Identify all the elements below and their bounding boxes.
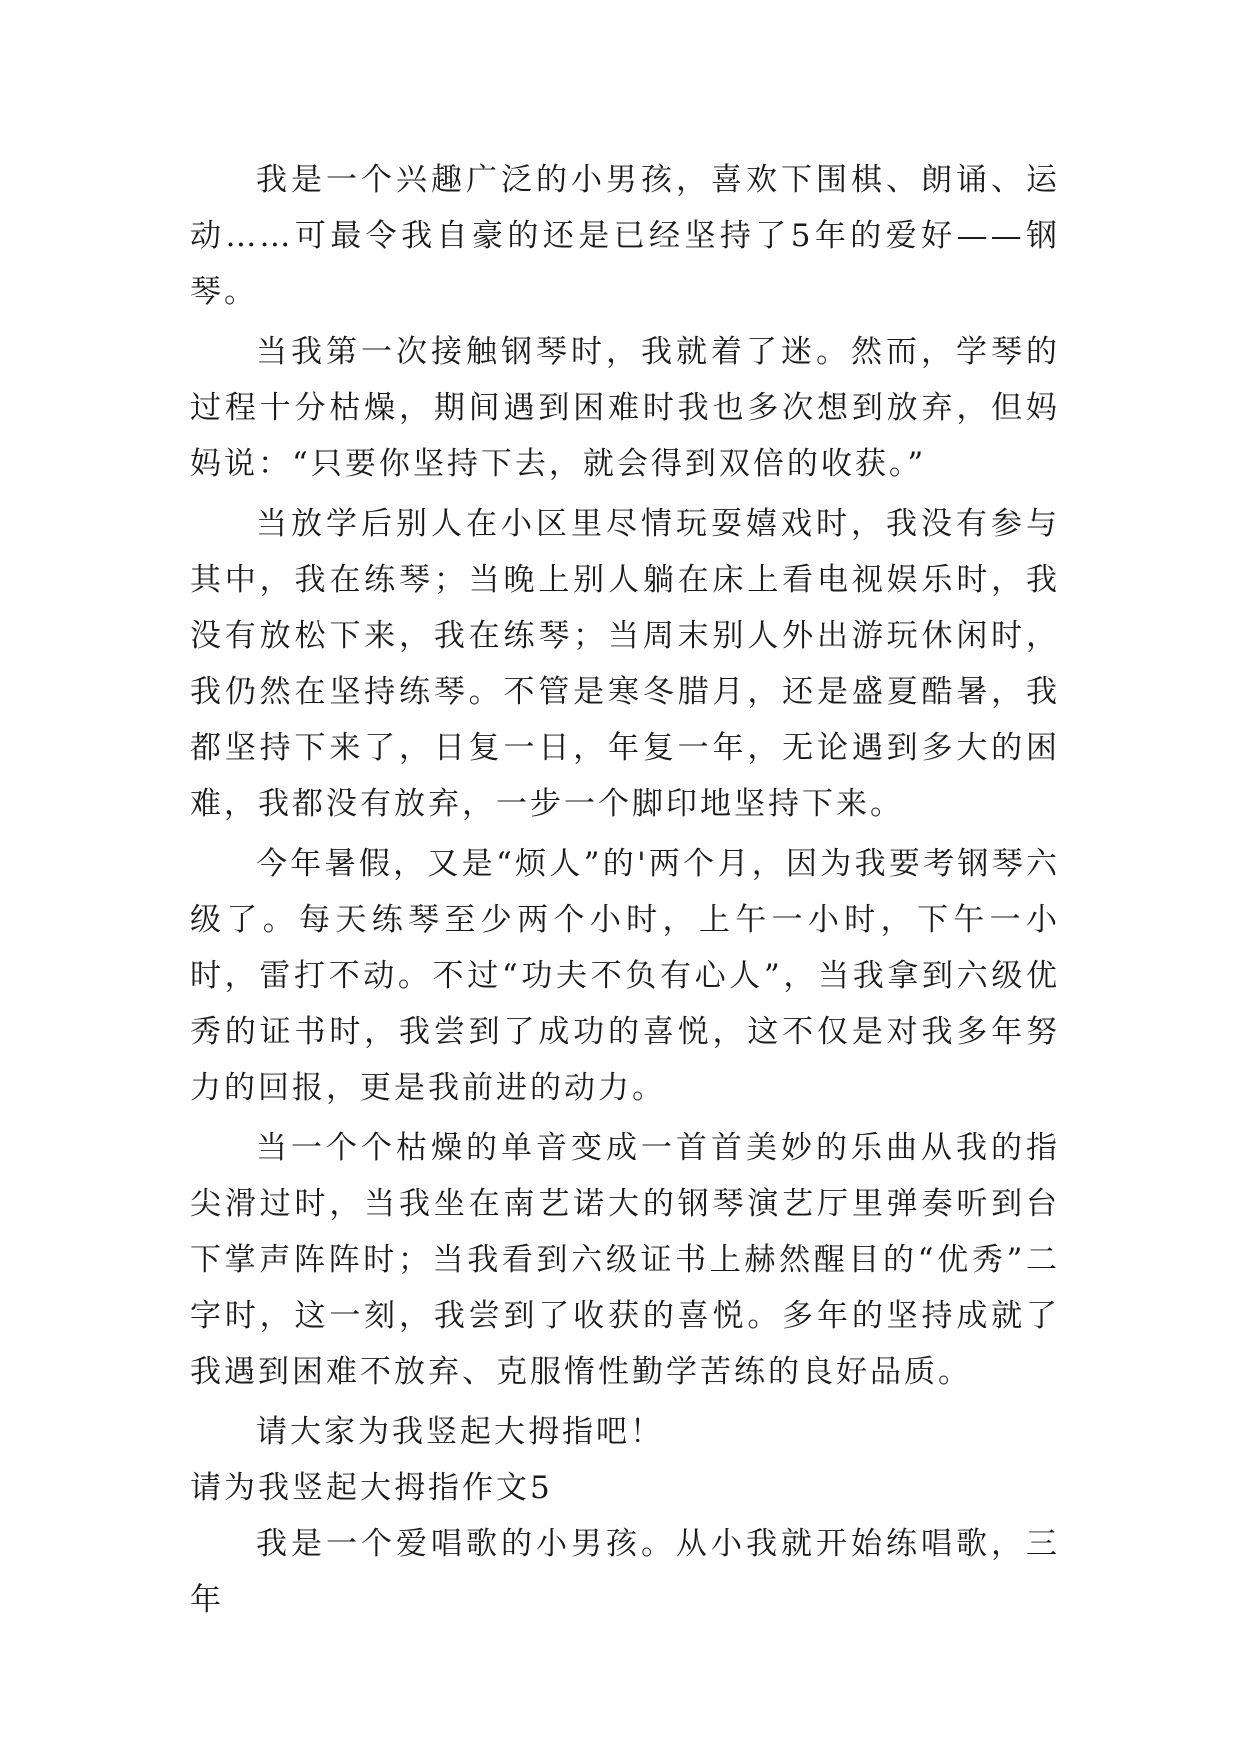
paragraph-singing: 我是一个爱唱歌的小男孩。从小我就开始练唱歌，三年	[190, 1526, 1060, 1618]
section-title: 请为我竖起大拇指作文5	[190, 1470, 553, 1506]
paragraph-joy: 当一个个枯燥的单音变成一首首美妙的乐曲从我的指尖滑过时，当我坐在南艺诺大的钢琴演艺厅里弹奏听到台下掌声阵阵时；当我看到六级证书上赫然醒目的“优秀”二字时，这一刻，我尝到了收获的喜悦。多年的坚持成就了我遇到困难不放弃、克服惰性勤学苦练的良好品质。	[190, 1130, 1060, 1390]
paragraph-thumbs-up: 请大家为我竖起大拇指吧！	[256, 1414, 664, 1450]
article-body	[190, 152, 1060, 1632]
paragraph-summer-exam: 今年暑假，又是“烦人”的'两个月，因为我要考钢琴六级了。每天练琴至少两个小时，上午一小时，下午一小时，雷打不动。不过“功夫不负有心人”，当我拿到六级优秀的证书时，我尝到了成功的喜悦，这不仅是对我多年努力的回报，更是我前进的动力。	[190, 846, 1060, 1106]
paragraph-practice: 当放学后别人在小区里尽情玩耍嬉戏时，我没有参与其中，我在练琴；当晚上别人躺在床上看电视娱乐时，我没有放松下来，我在练琴；当周末别人外出游玩休闲时，我仍然在坚持练琴。不管是寒冬腊月，还是盛夏酷暑，我都坚持下来了，日复一日，年复一年，无论遇到多大的困难，我都没有放弃，一步一个脚印地坚持下来。	[190, 506, 1060, 822]
paragraph-first-contact: 当我第一次接触钢琴时，我就着了迷。然而，学琴的过程十分枯燥，期间遇到困难时我也多次想到放弃，但妈妈说：“只要你坚持下去，就会得到双倍的收获。”	[190, 334, 1060, 482]
paragraph-hobbies: 我是一个兴趣广泛的小男孩，喜欢下围棋、朗诵、运动……可最令我自豪的还是已经坚持了5年的爱好——钢琴。	[190, 162, 1060, 310]
